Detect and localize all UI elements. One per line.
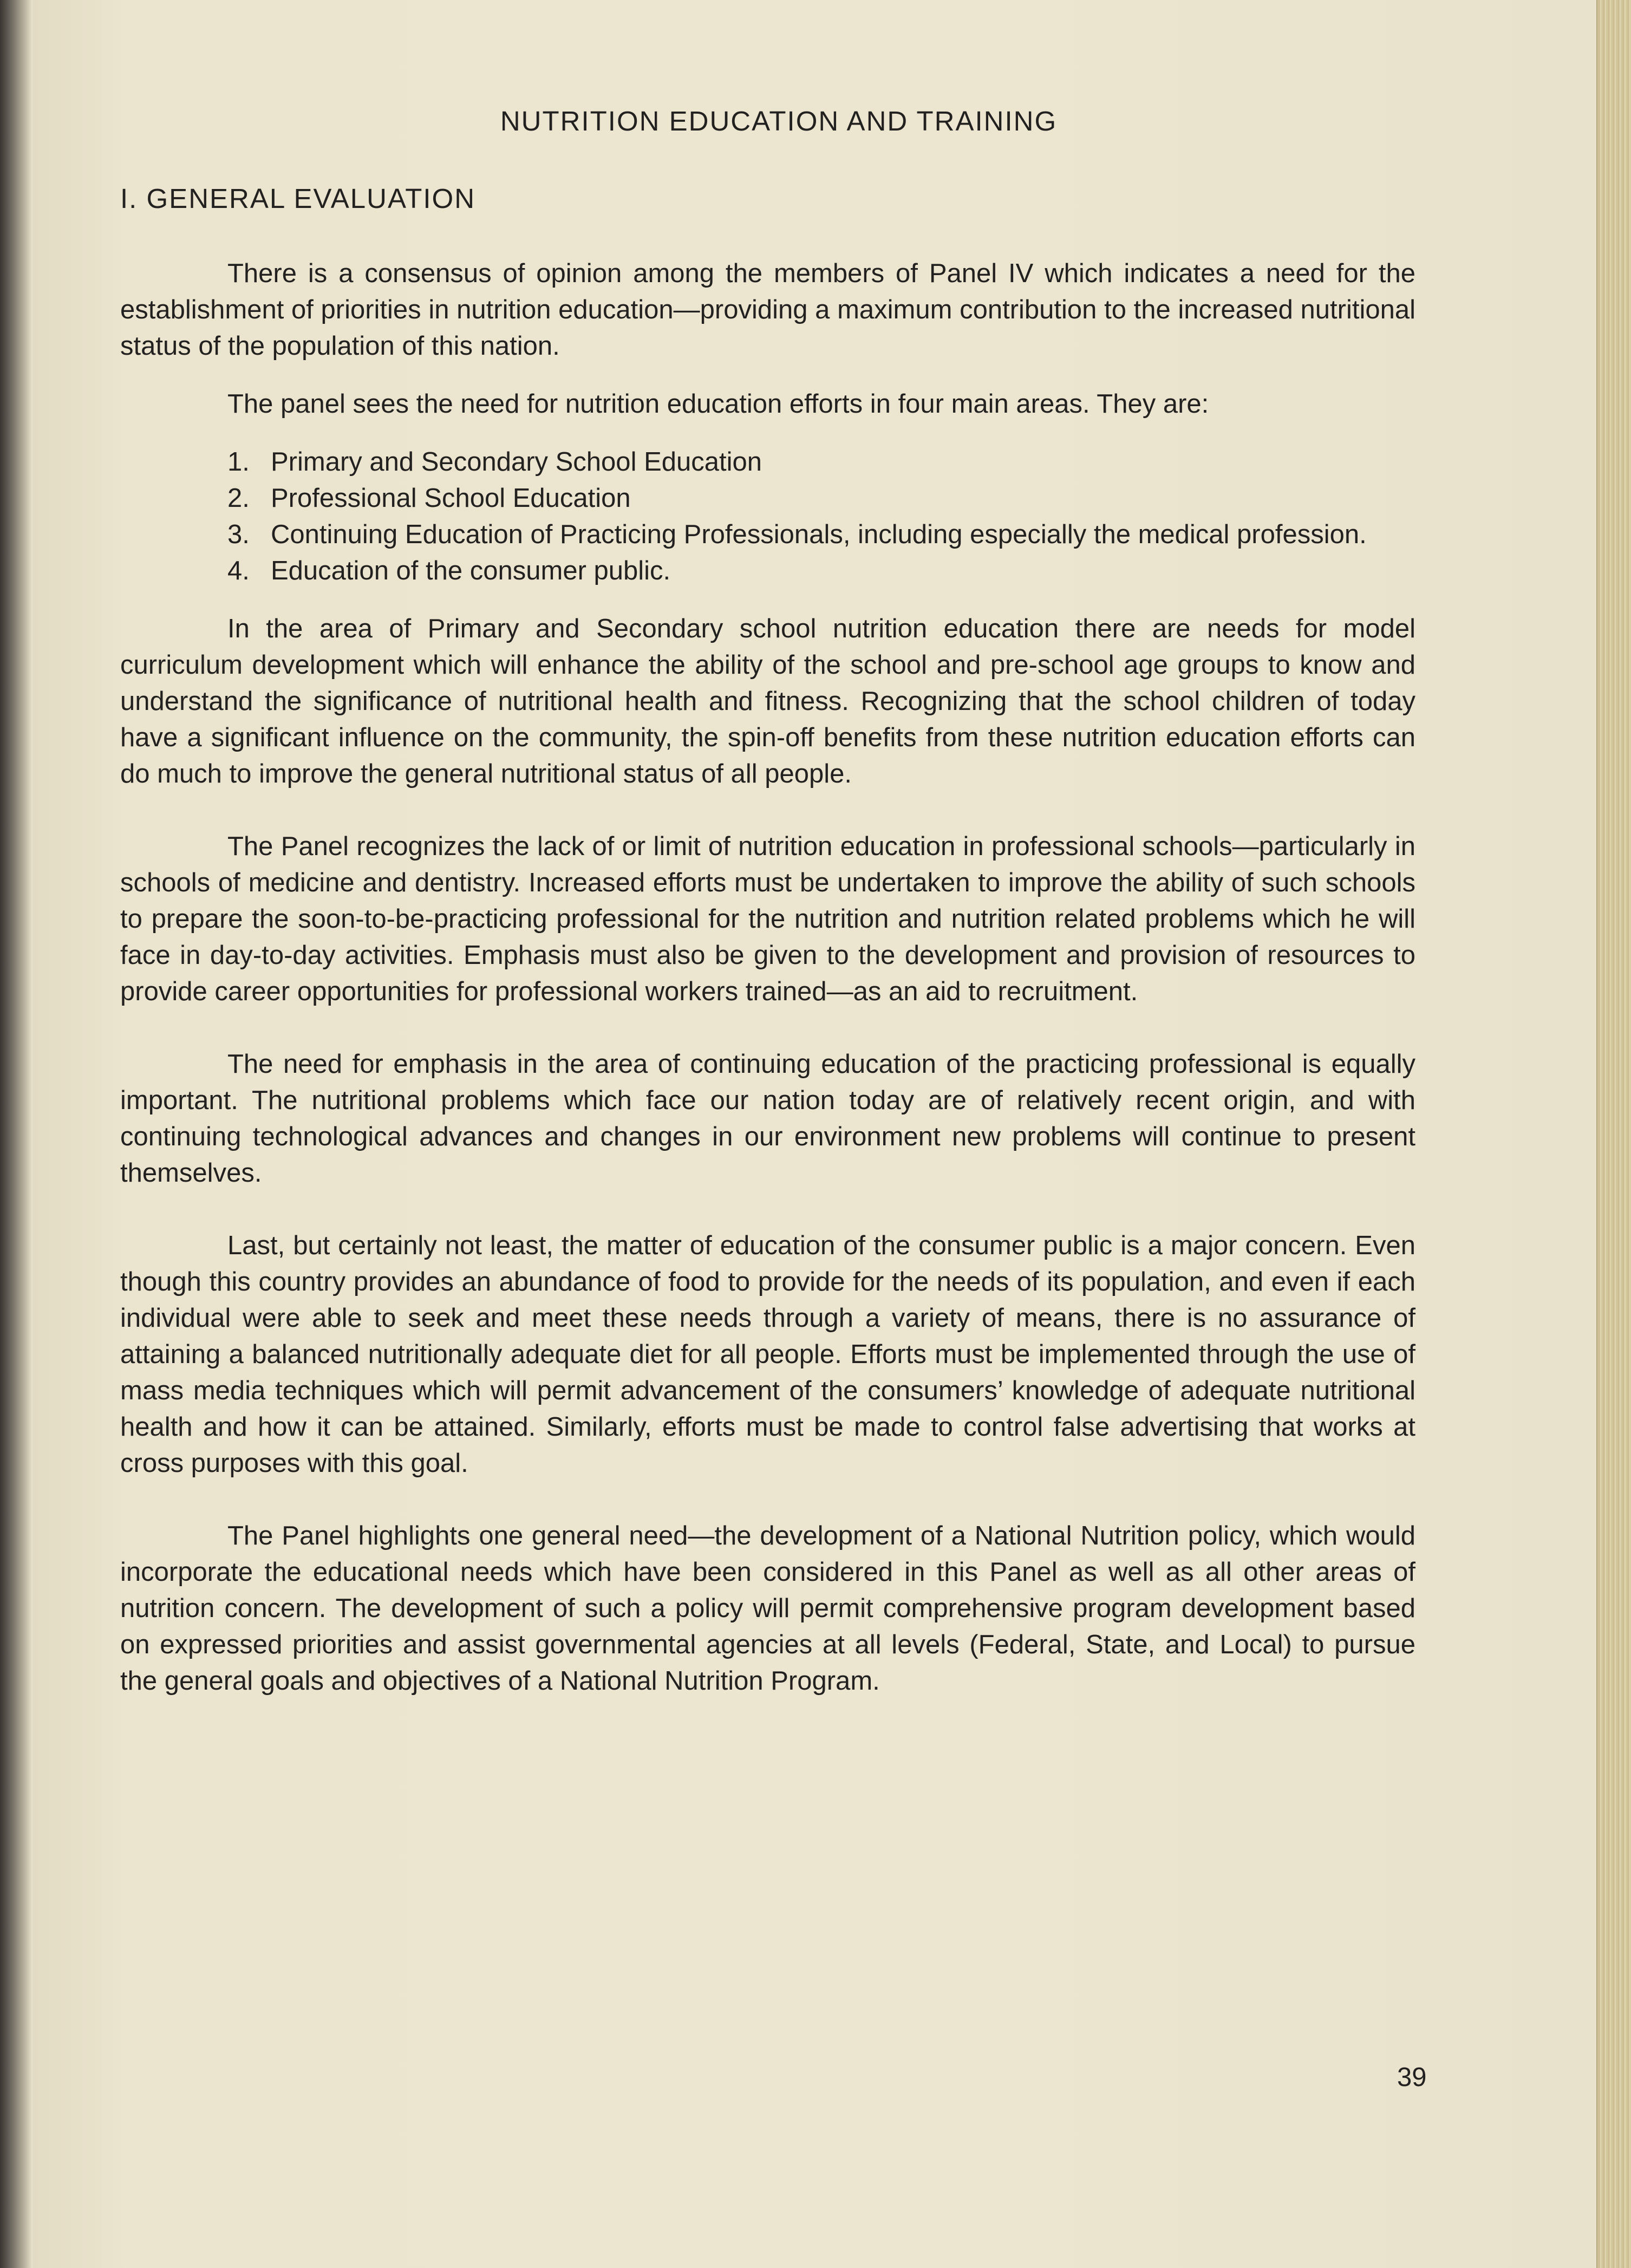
areas-list: [120, 444, 1415, 589]
paragraph-primary-secondary: In the area of Primary and Secondary school nutrition education there are needs for model curriculum development which will enhance the ability of the school and pre-school age groups to know and understand the significance of nutritional health and fitness. Recognizing that the school children of today have a significant influence on the community, the spin-off benefits from these nutrition education efforts can do much to improve the general nutritional status of all people.: [120, 614, 1415, 788]
list-item-text: Continuing Education of Practicing Professionals, including especially the medical profession.: [271, 520, 1367, 549]
page-edges: [1596, 0, 1631, 2268]
list-item-number: 2.: [227, 484, 250, 513]
list-item-number: 3.: [227, 520, 250, 549]
paragraph-professional-schools: The Panel recognizes the lack of or limit of nutrition education in professional schools—particularly in schools of medicine and dentistry. Increased efforts must be undertaken to improve the ability of such schools to prepare the soon-to-be-practicing professional for the nutrition and nutrition related problems which he will face in day-to-day activities. Emphasis must also be given to the development and provision of resources to provide career opportunities for professional workers trained—as an aid to recruitment.: [120, 832, 1415, 1006]
list-item-text: Primary and Secondary School Education: [271, 447, 762, 477]
paragraph-consensus: There is a consensus of opinion among the members of Panel IV which indicates a need for the establishment of priorities in nutrition education—providing a maximum contribution to the increased nutritional status of the population of this nation.: [120, 259, 1415, 361]
section-heading: I. GENERAL EVALUATION: [120, 183, 476, 214]
page-content: [120, 103, 1415, 1721]
list-item: [227, 480, 1415, 517]
paragraph-continuing-education: The need for emphasis in the area of continuing education of the practicing professional is equally important. The nutritional problems which face our nation today are of relatively recent origin, and with continuing technological advances and changes in our environment new problems will continue to present themselves.: [120, 1050, 1415, 1188]
book-binding-shadow: [0, 0, 32, 2268]
list-item: [227, 553, 1415, 589]
list-item: [227, 444, 1415, 480]
list-item-text: Education of the consumer public.: [271, 556, 671, 585]
list-item: [227, 517, 1415, 553]
list-item-number: 1.: [227, 447, 250, 477]
paragraph-four-areas-intro: The panel sees the need for nutrition education efforts in four main areas. They are:: [227, 389, 1209, 419]
list-item-text: Professional School Education: [271, 484, 631, 513]
page-sheet: [32, 0, 1597, 2268]
running-head: NUTRITION EDUCATION AND TRAINING: [500, 106, 1058, 136]
paragraph-national-policy: The Panel highlights one general need—the development of a National Nutrition policy, which would incorporate the educational needs which have been considered in this Panel as well as all other areas of nutrition concern. The development of such a policy will permit comprehensive program development based on expressed priorities and assist governmental agencies at all levels (Federal, State, and Local) to pursue the general goals and objectives of a National Nutrition Program.: [120, 1521, 1415, 1696]
page-number: 39: [1397, 2063, 1427, 2092]
paragraph-consumer-public: Last, but certainly not least, the matter of education of the consumer public is a major concern. Even though this country provides an abundance of food to provide for the needs of its population, and even if each individual were able to seek and meet these needs through a variety of means, there is no assurance of attaining a balanced nutritionally adequate diet for all people. Efforts must be implemented through the use of mass media techniques which will permit advancement of the consumers’ knowledge of adequate nutritional health and how it can be attained. Similarly, efforts must be made to control false advertising that works at cross purposes with this goal.: [120, 1231, 1415, 1478]
list-item-number: 4.: [227, 556, 250, 585]
